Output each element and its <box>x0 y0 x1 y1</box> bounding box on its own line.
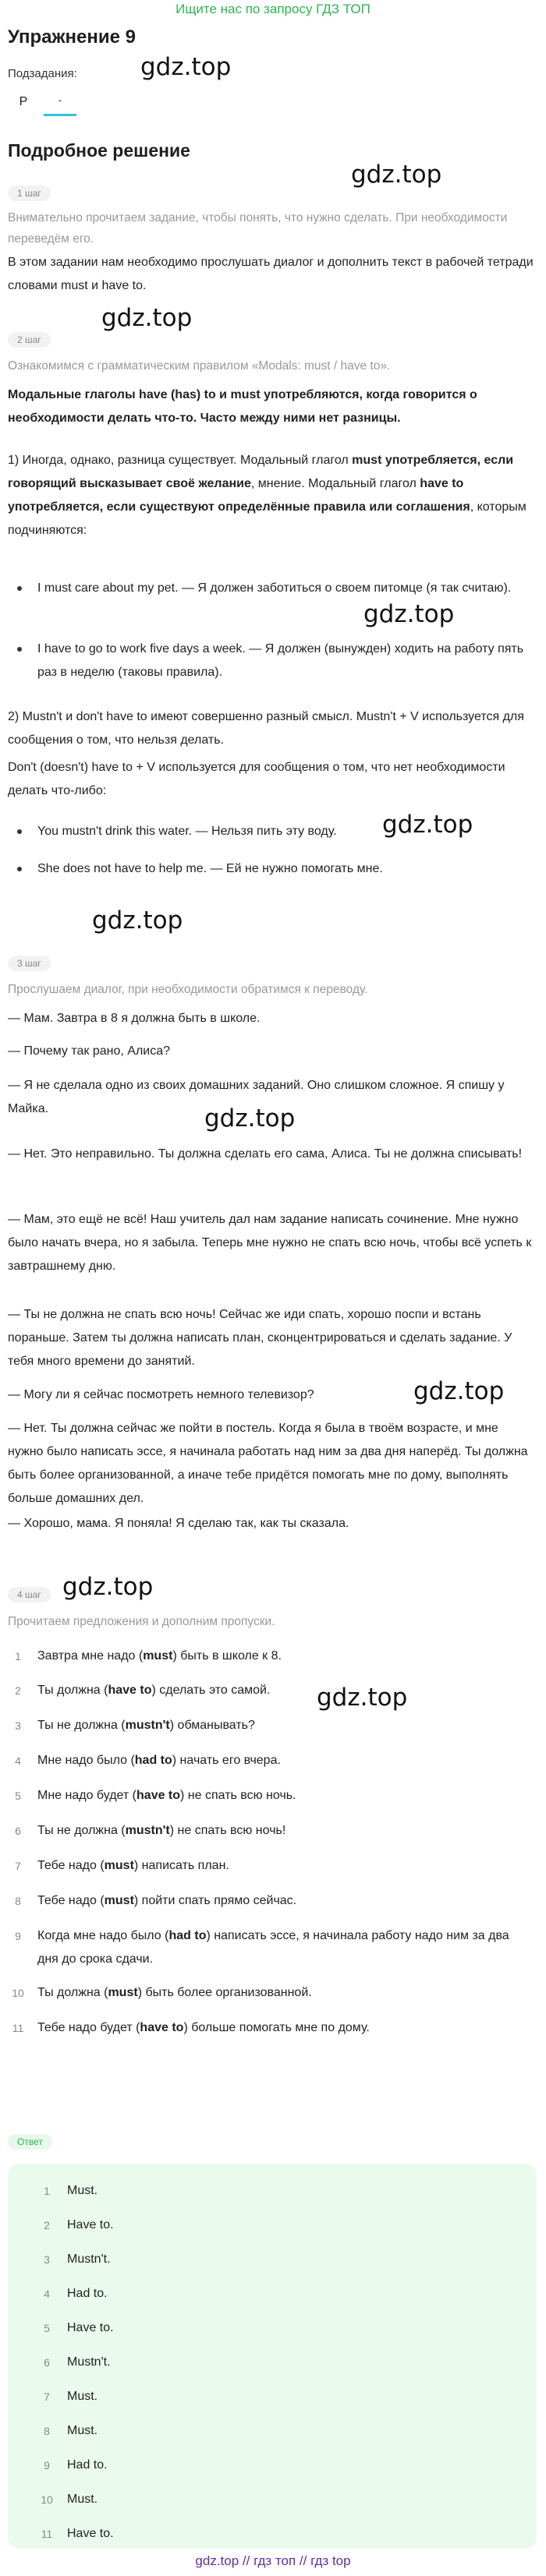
page-title: Упражнение 9 <box>8 27 136 48</box>
step-2-intro: Ознакомимся с грамматическим правилом «Modals: must / have to». <box>8 359 391 373</box>
step-1 <box>8 186 537 201</box>
answer-item <box>36 2522 504 2546</box>
dialog-line: — Ты не должна не спать всю ночь! Сейчас же иди спать, хорошо поспи и встань пораньше. Затем ты должна написать план, сконцентрироваться и сделать задание. У тебя много времени до занятий. <box>8 1308 512 1368</box>
list-item-text: She does not have to help me. — Ей не нужно помогать мне. <box>37 862 383 875</box>
tab-dash[interactable]: - <box>44 90 76 116</box>
item-number: 10 <box>12 1987 24 1999</box>
item-number: 8 <box>44 2425 50 2437</box>
rule-lead: Модальные глаголы have (has) to и must употребляются, когда говорится о необходимости делать что-то. Часто между ними нет разницы. <box>8 388 477 425</box>
answer-item <box>36 2488 504 2511</box>
text-part: ) быть более организованной. <box>137 1986 312 1999</box>
text-part: ) написать план. <box>133 1859 229 1872</box>
item-number: 1 <box>15 1650 21 1663</box>
rule-paragraph-1 <box>8 449 537 542</box>
modal-verb: mustn't <box>125 1824 170 1837</box>
dialog-line: — Нет. Ты должна сейчас же пойти в постель. Когда я была в твоём возрасте, и мне нужно было написать эссе, я начинала работать над ним за два дня наперёд. Ты должна быть более организованной, а иначе тебе придётся помогать мне по дому, выполнять больше домашних дел. <box>8 1422 528 1505</box>
step-1-text: В этом задании нам необходимо прослушать диалог и дополнить текст в рабочей тетради словами must и have to. <box>8 256 534 292</box>
modal-verb: have to <box>108 1684 152 1697</box>
answer-text: Mustn't. <box>67 2355 111 2369</box>
list-item <box>8 1749 530 1772</box>
text-part: Тебе надо ( <box>37 1894 105 1907</box>
list-item <box>8 1714 530 1737</box>
answer-badge: Ответ <box>8 2134 52 2150</box>
watermark: gdz.top <box>204 1104 296 1133</box>
item-number: 9 <box>15 1930 21 1942</box>
list-item-text: I must care about my pet. — Я должен заботиться о своем питомце (я так считаю). <box>37 581 512 595</box>
step-4 <box>8 1587 537 1602</box>
answer-box <box>8 2164 537 2549</box>
text-part: Когда мне надо было ( <box>37 1929 169 1942</box>
text-part: Ты не должна ( <box>37 1719 126 1732</box>
answer-text: Have to. <box>67 2218 114 2231</box>
item-text <box>37 1819 529 1843</box>
answer-text: Have to. <box>67 2321 114 2334</box>
list-item <box>8 1981 530 2005</box>
item-text <box>37 1645 529 1668</box>
answer-item <box>36 2454 504 2477</box>
watermark: gdz.top <box>382 811 473 839</box>
answer-item <box>36 2248 504 2271</box>
step-2 <box>8 332 537 348</box>
watermark: gdz.top <box>413 1377 505 1405</box>
item-number: 7 <box>44 2390 50 2403</box>
item-number: 9 <box>44 2459 50 2472</box>
modal-verb: have to <box>136 1789 181 1802</box>
modal-verb: mustn't <box>125 1719 170 1732</box>
text-part: ) не спать всю ночь. <box>180 1789 296 1802</box>
text-part: ) обманывать? <box>169 1719 255 1732</box>
list-item-text: I have to go to work five days a week. — Я должен (вынужден) ходить на работу пять раз в неделю (таковы правила). <box>37 642 524 679</box>
item-text <box>37 2016 529 2040</box>
bullet-dot <box>17 647 22 652</box>
text-part: ) не спать всю ночь! <box>169 1824 286 1837</box>
text-part: Завтра мне надо ( <box>37 1649 144 1663</box>
step-4-intro: Прочитаем предложения и дополним пропуски. <box>8 1615 275 1628</box>
dialog-line: — Могу ли я сейчас посмотреть немного телевизор? <box>8 1388 314 1401</box>
modal-verb: must <box>143 1649 173 1663</box>
step-badge: 3 шаг <box>8 956 51 971</box>
item-text <box>37 1749 529 1772</box>
item-number: 5 <box>15 1790 21 1802</box>
list-item <box>8 2016 530 2040</box>
item-text <box>37 1784 529 1807</box>
text-part: ) сделать это самой. <box>151 1684 271 1697</box>
item-number: 2 <box>15 1684 21 1697</box>
list-item <box>8 1645 530 1668</box>
text-part: ) больше помогать мне по дому. <box>183 2021 370 2034</box>
item-number: 3 <box>44 2253 50 2266</box>
modal-verb: must <box>104 1859 134 1872</box>
answer-item <box>36 2214 504 2237</box>
answer-item <box>36 2385 504 2408</box>
emphasis: have to употребляется, если существуют определённые правила или соглашения <box>8 477 470 514</box>
answer-text: Had to. <box>67 2287 108 2300</box>
list-item <box>8 1854 530 1878</box>
answer-text: Have to. <box>67 2527 114 2540</box>
step-badge: 4 шаг <box>8 1587 51 1602</box>
text-part: ) начать его вчера. <box>172 1754 281 1767</box>
rule-paragraph-3: Don't (doesn't) have to + V используется для сообщения о том, что нет необходимости делать что-либо: <box>8 761 505 797</box>
step-badge: 1 шаг <box>8 186 51 201</box>
answer-item <box>36 2282 504 2306</box>
solution-title: Подробное решение <box>8 140 190 161</box>
text-part: 1) Иногда, однако, разница существует. Модальный глагол <box>8 454 353 467</box>
step-3 <box>8 956 537 971</box>
subtasks-label: Подзадания: <box>8 67 77 80</box>
item-text <box>37 1854 529 1878</box>
promo-banner: Ищите нас по запросу ГДЗ ТОП <box>176 2 370 16</box>
item-text <box>37 1924 529 1971</box>
item-text <box>37 1981 529 2005</box>
item-text <box>37 1679 529 1702</box>
watermark: gdz.top <box>62 1573 154 1601</box>
modal-verb: had to <box>168 1929 207 1942</box>
item-number: 2 <box>44 2219 50 2231</box>
item-number: 5 <box>44 2322 50 2334</box>
modal-verb: must <box>108 1986 138 1999</box>
bullet-dot <box>17 586 22 591</box>
watermark: gdz.top <box>140 53 232 81</box>
text-part: Мне надо будет ( <box>37 1789 137 1802</box>
answer-text: Must. <box>67 2390 98 2403</box>
list-item <box>8 1889 530 1913</box>
dialog-line: — Мам, это ещё не всё! Наш учитель дал нам задание написать сочинение. Мне нужно было начать вчера, но я забыла. Теперь мне нужно не спать всю ночь, чтобы всё успеть к завтрашнему дню. <box>8 1213 532 1273</box>
bullet-dot <box>17 829 22 834</box>
dialog-line: — Я не сделала одно из своих домашних заданий. Оно слишком сложное. Я спишу у Майка. <box>8 1079 505 1115</box>
dialog-line: — Мам. Завтра в 8 я должна быть в школе. <box>8 1012 261 1025</box>
modal-verb: have to <box>140 2021 184 2034</box>
dialog-line: — Хорошо, мама. Я поняла! Я сделаю так, как ты сказала. <box>8 1517 349 1530</box>
modal-verb: must <box>104 1894 134 1907</box>
watermark: gdz.top <box>101 304 193 332</box>
answer-text: Must. <box>67 2493 98 2506</box>
text-part: ) написать эссе, я начинала работу надо ним за два дня до срока сдачи. <box>37 1929 509 1966</box>
list-item <box>8 1679 530 1702</box>
item-text <box>37 1889 529 1913</box>
emphasis: must употребляется, если говорящий высказывает своё желание <box>8 454 514 490</box>
text-part: Тебе надо ( <box>37 1859 105 1872</box>
text-part: Ты не должна ( <box>37 1824 126 1837</box>
step-badge: 2 шаг <box>8 332 51 348</box>
watermark: gdz.top <box>351 161 442 189</box>
text-part: ) быть в школе к 8. <box>172 1649 282 1663</box>
tab-p[interactable]: P <box>19 95 28 108</box>
item-number: 7 <box>15 1860 21 1872</box>
item-number: 3 <box>15 1719 21 1732</box>
list-item <box>8 1819 530 1843</box>
text-part: , которым подчиняются: <box>8 500 526 537</box>
item-number: 6 <box>15 1825 21 1837</box>
item-number: 8 <box>15 1895 21 1907</box>
watermark: gdz.top <box>363 600 455 628</box>
answer-item <box>36 2316 504 2340</box>
text-part: , мнение. Модальный глагол <box>250 477 420 490</box>
answer-item <box>36 2419 504 2443</box>
answer-text: Mustn't. <box>67 2253 111 2266</box>
footer-links[interactable]: gdz.top // гдз топ // гдз top <box>195 2553 351 2568</box>
bullet-dot <box>17 867 22 871</box>
step-1-intro: Внимательно прочитаем задание, чтобы понять, что нужно сделать. При необходимости переведём его. <box>8 211 508 246</box>
item-number: 11 <box>41 2528 53 2540</box>
answer-text: Must. <box>67 2184 98 2197</box>
watermark: gdz.top <box>317 1684 408 1712</box>
item-text <box>37 1714 529 1737</box>
item-number: 10 <box>41 2493 53 2506</box>
list-item-text: You mustn't drink this water. — Нельзя пить эту воду. <box>37 825 337 838</box>
subtask-tabs <box>8 90 78 115</box>
step-3-intro: Прослушаем диалог, при необходимости обратимся к переводу. <box>8 983 368 996</box>
answer-item <box>36 2351 504 2374</box>
dialog-line: — Нет. Это неправильно. Ты должна сделать его сама, Алиса. Ты не должна списывать! <box>8 1147 523 1161</box>
modal-verb: had to <box>134 1754 172 1767</box>
watermark: gdz.top <box>92 906 183 935</box>
text-part: Тебе надо будет ( <box>37 2021 140 2034</box>
item-number: 1 <box>44 2185 50 2197</box>
text-part: Мне надо было ( <box>37 1754 135 1767</box>
text-part: Ты должна ( <box>37 1684 108 1697</box>
item-number: 4 <box>44 2288 50 2300</box>
rule-paragraph-2: 2) Mustn't и don't have to имеют совершенно разный смысл. Mustn't + V используется для сообщения о том, что нельзя делать. <box>8 710 524 747</box>
item-number: 11 <box>12 2022 24 2034</box>
answer-text: Must. <box>67 2424 98 2437</box>
text-part: ) пойти спать прямо сейчас. <box>133 1894 297 1907</box>
dialog-line: — Почему так рано, Алиса? <box>8 1044 171 1058</box>
list-item <box>8 1784 530 1807</box>
item-number: 6 <box>44 2356 50 2369</box>
text-part: Ты должна ( <box>37 1986 108 1999</box>
item-number: 4 <box>15 1754 21 1767</box>
list-item <box>8 1924 530 1971</box>
answer-item <box>36 2179 504 2203</box>
answer-text: Had to. <box>67 2458 108 2472</box>
